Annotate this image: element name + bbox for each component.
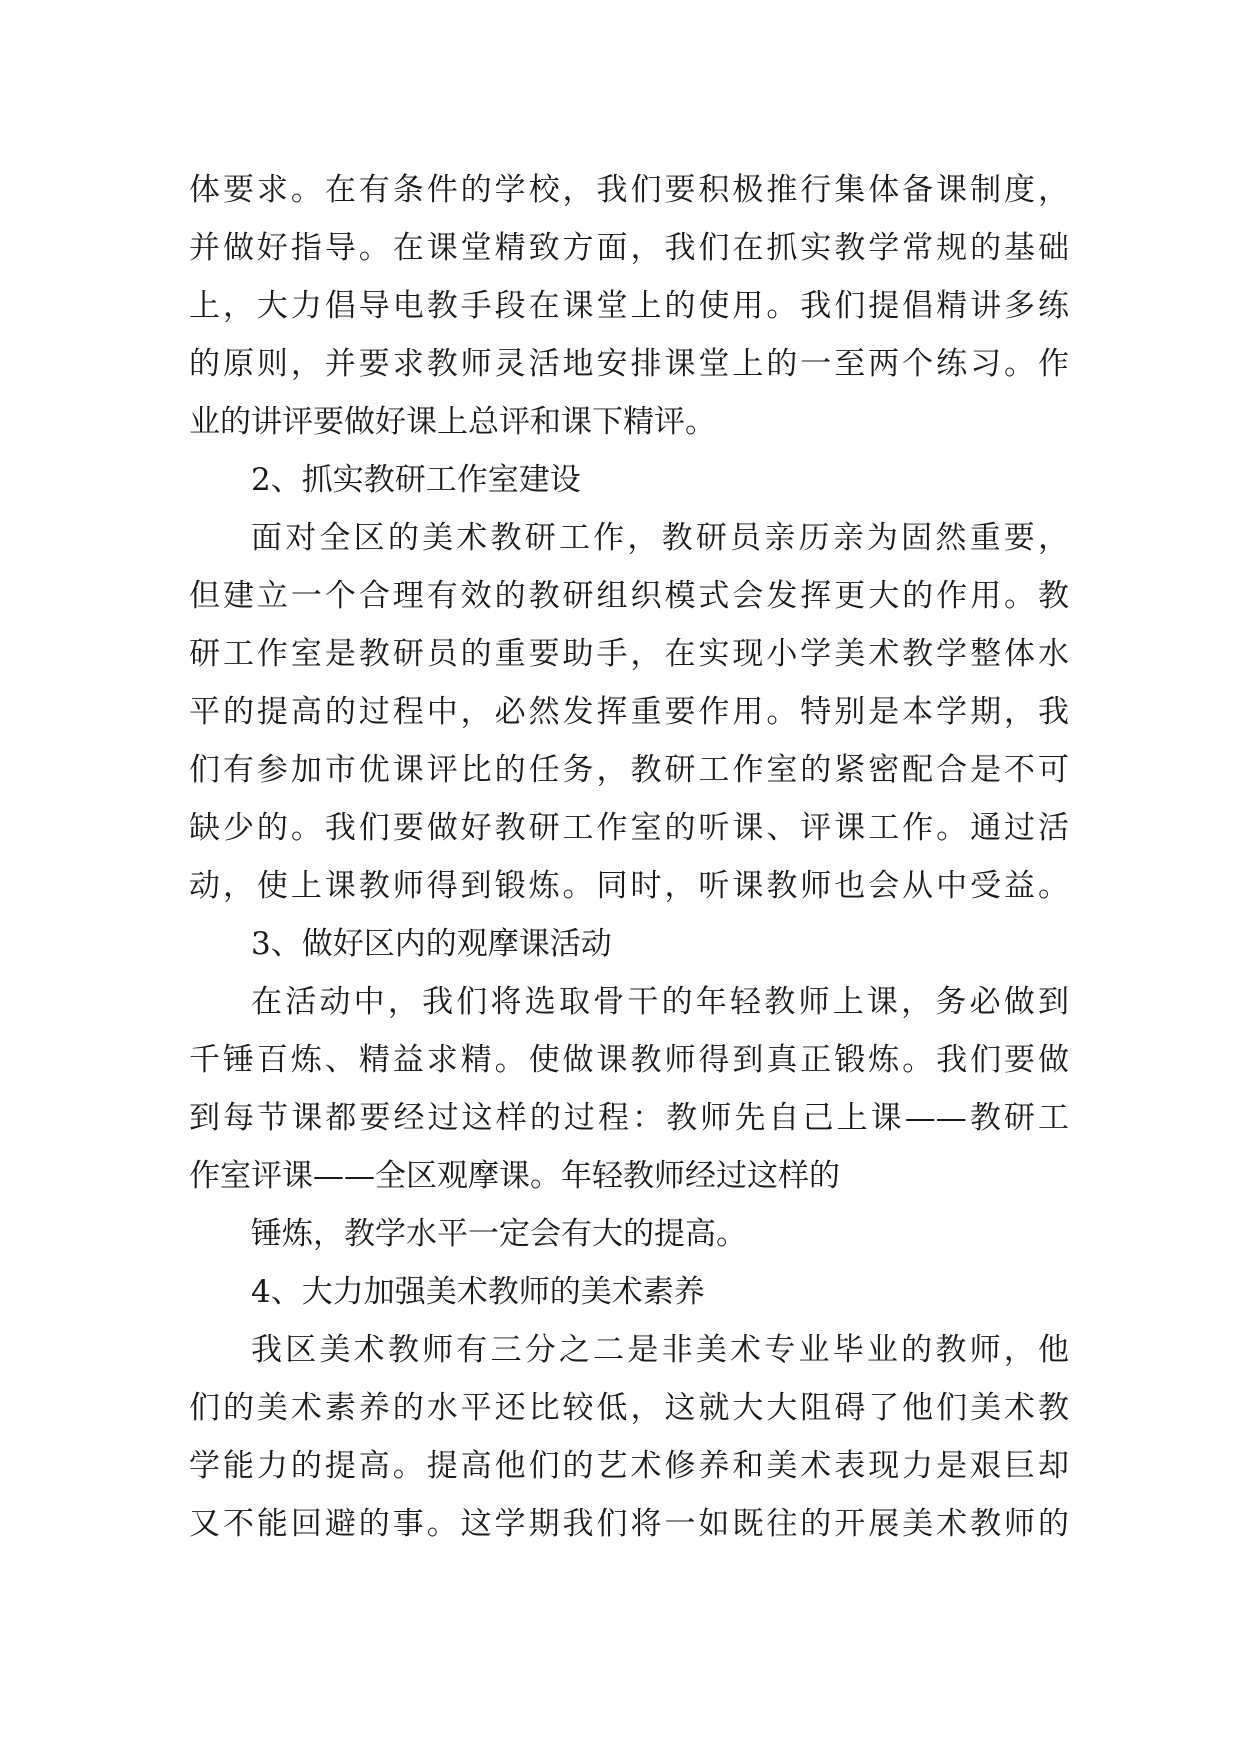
paragraph-line: 上，大力倡导电教手段在课堂上的使用。我们提倡精讲多练 [189,288,1069,324]
paragraph-line: 在活动中，我们将选取骨干的年轻教师上课，务必做到 [251,984,1069,1020]
paragraph-line: 的原则，并要求教师灵活地安排课堂上的一至两个练习。作 [189,346,1069,382]
paragraph-line: 我区美术教师有三分之二是非美术专业毕业的教师，他 [251,1332,1069,1368]
paragraph-line: 学能力的提高。提高他们的艺术修养和美术表现力是艰巨却 [189,1448,1069,1484]
paragraph-line: 但建立一个合理有效的教研组织模式会发挥更大的作用。教 [189,578,1069,614]
paragraph-line: 并做好指导。在课堂精致方面，我们在抓实教学常规的基础 [189,230,1069,266]
paragraph-line: 业的讲评要做好课上总评和课下精评。 [189,404,716,440]
paragraph-line: 又不能回避的事。这学期我们将一如既往的开展美术教师的 [189,1506,1069,1542]
paragraph-line: 到每节课都要经过这样的过程：教师先自己上课——教研工 [189,1100,1069,1136]
paragraph-line: 缺少的。我们要做好教研工作室的听课、评课工作。通过活 [189,810,1069,846]
paragraph-line: 体要求。在有条件的学校，我们要积极推行集体备课制度， [189,172,1069,208]
paragraph-line: 平的提高的过程中，必然发挥重要作用。特别是本学期，我 [189,694,1069,730]
paragraph-line: 们的美术素养的水平还比较低，这就大大阻碍了他们美术教 [189,1390,1069,1426]
paragraph-line: 作室评课——全区观摩课。年轻教师经过这样的 [189,1158,840,1194]
paragraph-line: 研工作室是教研员的重要助手，在实现小学美术教学整体水 [189,636,1069,672]
paragraph-line: 动，使上课教师得到锻炼。同时，听课教师也会从中受益。 [189,868,1069,904]
paragraph-line: 们有参加市优课评比的任务，教研工作室的紧密配合是不可 [189,752,1069,788]
section-heading: 2、抓实教研工作室建设 [251,462,581,498]
paragraph-line: 面对全区的美术教研工作，教研员亲历亲为固然重要， [251,520,1069,556]
paragraph-line: 锤炼，教学水平一定会有大的提高。 [251,1216,747,1252]
section-heading: 3、做好区内的观摩课活动 [251,926,612,962]
paragraph-line: 千锤百炼、精益求精。使做课教师得到真正锻炼。我们要做 [189,1042,1069,1078]
section-heading: 4、大力加强美术教师的美术素养 [251,1274,705,1310]
